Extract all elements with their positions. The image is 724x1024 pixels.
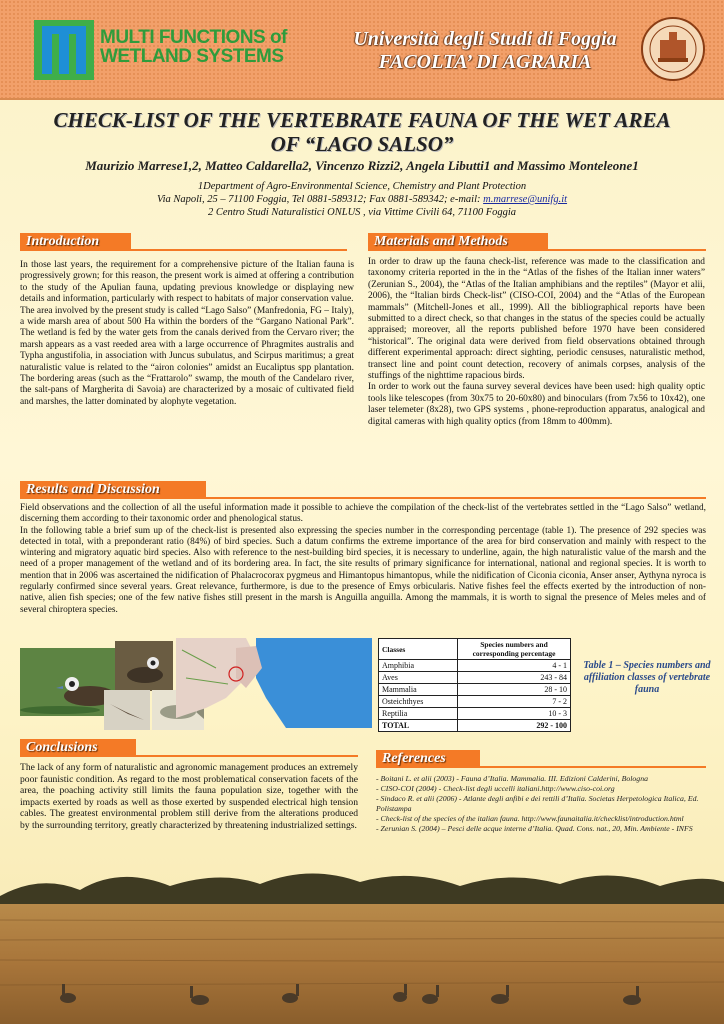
- table-cell-value: 10 - 3: [458, 708, 571, 720]
- species-table: [378, 638, 571, 732]
- conclusions-rule: [130, 755, 358, 757]
- logo-line-1: MULTI FUNCTIONS of: [100, 27, 287, 48]
- reference-item: - Boitani L. et alii (2003) - Fauna d’Italia. Mammalia. III. Edizioni Calderini, Bologna: [376, 774, 648, 783]
- faculty-label: FACOLTA’ DI AGRARIA: [378, 51, 592, 73]
- table-row: [379, 684, 571, 696]
- results-paragraph-2: In the following table a brief sum up of the check-list is presented also expressing the species number in the corresponding percentage (table 1). The presence of 292 species was detected in total, with a preponderant ratio (84%) of bird species. Such a datum confirms the extreme importance of the area for bird conservation and mainly with respect to the wintering and migratory aquatic bird species. Also with reference to the nest-building bird species, it is necessary to underline, again, the high naturalistic value of the marsh and the need of a proper management of the wetland and of its bordering area. In fact, the site results of primary significance for international, national and regional species. It is worth to mention that in 2006 was ascertained the nidification of Phalacrocorax pygmeus and Himantopus himantopus, while the nidification of Ciconia ciconia, Anser anser, Aythyna nyroca is regularly confirmed since several years. Great relevance, furthermore, is due to the presence of Emys orbicularis. Native fishes feel the effects exerted by the introduction of non-native, alien fish species; one of the few native fishes still present in the marsh is Anguilla anguilla. Among the mammals, it is worth to signal the presence of Meles meles and of several chiroptera species.: [20, 525, 706, 615]
- table-row: [379, 660, 571, 672]
- table-header-row: [379, 639, 571, 660]
- university-name: [345, 28, 625, 74]
- references-rule: [474, 766, 706, 768]
- methods-paragraph-2: In order to work out the fauna survey several devices have been used: high quality optic tools like telescopes (from 30x75 to 20-60x80) and binoculars (from 7x56 to 10x42), one laser telemeter (8x28), two GPS systems , phone-reproduction apparatus, analogical and digital cameras with high quality optics (from 18mm to 400mm).: [368, 382, 705, 427]
- table-row: [379, 672, 571, 684]
- table-header-classes: Classes: [379, 639, 458, 660]
- affiliation-3: 2 Centro Studi Naturalistici ONLUS , via Vittime Civili 64, 71100 Foggia: [207, 207, 517, 218]
- table-cell-value: 28 - 10: [458, 684, 571, 696]
- wetland-logo-icon: [34, 20, 94, 80]
- table-cell-class: Mammalia: [379, 684, 458, 696]
- table-cell-value: 4 - 1: [458, 660, 571, 672]
- table-cell-value: 7 - 2: [458, 696, 571, 708]
- results-paragraph-1: Field observations and the collection of all the useful information made it possible to achieve the compilation of the check-list of the vertebrates settled in the “Lago Salso” wetland, discerning them according to their taxonomic order and phenological status.: [20, 503, 706, 525]
- table-cell-value: 243 - 84: [458, 672, 571, 684]
- reference-item: - Zerunian S. (2004) – Pesci delle acque interne d’Italia. Quad. Cons. nat., 20, Min. Ambiente - INFS: [376, 824, 693, 833]
- table-cell-class: Reptilia: [379, 708, 458, 720]
- methods-paragraph-1: In order to draw up the fauna check-list, reference was made to the classification and taxonomy criteria reported in the in the “Atlas of the fishes of the Italian inner waters” (Zerunian S., 2004), the “Atlas of the Italian amphibians and the reptiles” (Mayor et alii, 2006), the “Italian birds Check-list” (CISO-COI, 2004) and the “Atlas of the European mammals” (Mitchell-Jones et all., 1999). All the bibliographical reports have been submitted to a direct check, so that changes in the status of the species could be actually appraised; moreover, all the reports published before 1970 have been considered “historical”. The original data were derived from field observations obtained through different experimental approach: direct sighting, periodic censuses, naturalistic method, transect line and point count detection, recovery of animals corpses, analysis of the stuffings of the nighttime rapacious birds.: [368, 257, 705, 382]
- duck-photo-2-image: [115, 641, 173, 691]
- reference-item: - Sindaco R. et alii (2006) - Atlante degli anfibi e dei rettili d’Italia. Societas Herpetologica Italica, Ed. Polistampa: [376, 794, 699, 813]
- introduction-heading: Introduction: [20, 233, 131, 251]
- results-rule: [200, 497, 706, 499]
- table-cell-value: 292 - 100: [458, 720, 571, 732]
- table-cell-class: Osteichthyes: [379, 696, 458, 708]
- conclusions-paragraph: The lack of any form of naturalistic and agronomic management produces an extremely poor faunistic condition. As regard to the most problematical conservation facets of the area, the poaching activity still limits the fauna population size, together with the impacts exerted by roads as well as those exerted by suspended electrical high tension cables. The greatest environmental problem still derive from the alterations produced by the surrounding territory, greatly characterized by threatening industrialized settings.: [20, 762, 358, 831]
- reference-item: - Check-list of the species of the italian fauna. http://www.faunaitalia.it/checklist/introduction.html: [376, 814, 684, 823]
- table-cell-class: Amphibia: [379, 660, 458, 672]
- authors: Maurizio Marrese1,2, Matteo Caldarella2, Vincenzo Rizzi2, Angela Libutti1 and Massimo Monteleone1: [85, 158, 639, 173]
- introduction-paragraph-1: In those last years, the requirement for a comprehensive picture of the Italian fauna is progressively grown; for this reason, the present work is aimed at offering a contribution to the study of the Apulian fauna, updating previous knowledge or displaying new details and information, particularly with respect to habitats of major conservation value.: [20, 260, 354, 305]
- references-heading: References: [376, 750, 480, 768]
- header-banner: [0, 0, 724, 100]
- table-row: [379, 708, 571, 720]
- conclusions-heading: Conclusions: [20, 739, 136, 757]
- heron-photo: [104, 690, 150, 730]
- title-line-2: OF “LAGO SALSO”: [270, 132, 454, 156]
- table-total-row: [379, 720, 571, 732]
- area-map-image: [176, 638, 372, 728]
- results-heading: Results and Discussion: [20, 481, 206, 499]
- table-caption: Table 1 – Species numbers and affiliation classes of vertebrate fauna: [583, 660, 711, 695]
- results-text: [20, 503, 706, 616]
- university-seal-icon: [640, 16, 706, 82]
- methods-text: [368, 257, 705, 428]
- university-label: Università degli Studi di Foggia: [353, 28, 617, 50]
- table-cell-class: TOTAL: [379, 720, 458, 732]
- duck-photo-2: [115, 641, 173, 691]
- introduction-text: [20, 260, 354, 408]
- table-row: [379, 696, 571, 708]
- logo-text: [100, 28, 287, 66]
- table-cell-class: Aves: [379, 672, 458, 684]
- title-line-1: CHECK-LIST OF THE VERTEBRATE FAUNA OF THE WET AREA: [53, 108, 671, 132]
- affiliation-1: 1Department of Agro-Environmental Science, Chemistry and Plant Protection: [197, 181, 527, 192]
- conclusions-text: [20, 762, 358, 831]
- references-list: [376, 774, 706, 834]
- poster-title: [20, 108, 704, 156]
- affiliations: [10, 180, 714, 219]
- introduction-rule: [125, 249, 347, 251]
- methods-heading: Materials and Methods: [368, 233, 548, 251]
- methods-rule: [542, 249, 706, 251]
- reference-item: - CISO-COI (2004) - Check-list degli uccelli italiani.http://www.ciso-coi.org: [376, 784, 615, 793]
- introduction-paragraph-2: The area involved by the present study is called “Lago Salso” (Manfredonia, FG – Italy), a wide marsh area of about 500 Ha within the borders of the “Gargano National Park”. The wetland is fed by the water gets from the canals derived from the Cervaro river; the marsh appears as a vast reeded area with a large occurrence of Phragmites australis and Typha angustifolia, in association with Juncus subulatus, and Scirpus maritimus; a great naturalistic value is related to the “airon colonies” amidst an Eucaliptus spp plantation. The bordering areas (such as the “Frattarolo” swamp, the mouth of the Candelaro river, the salt-pans of Margherita di Savoia) are characterized by a mosaic of cultivated field and marshes, the latter dominated by alophyte vegetation.: [20, 305, 354, 407]
- heron-photo-image: [104, 690, 150, 730]
- affiliation-2: [10, 193, 714, 206]
- email-link[interactable]: m.marrese@unifg.it: [483, 194, 568, 205]
- logo-line-2: WETLAND SYSTEMS: [100, 46, 284, 67]
- wetland-landscape-image: [0, 860, 724, 1024]
- affiliation-2-text: Via Napoli, 25 – 71100 Foggia, Tel 0881-589312; Fax 0881-589342; e-mail:: [156, 194, 484, 205]
- area-map: [176, 638, 372, 728]
- table-header-species: Species numbers and corresponding percentage: [458, 639, 571, 660]
